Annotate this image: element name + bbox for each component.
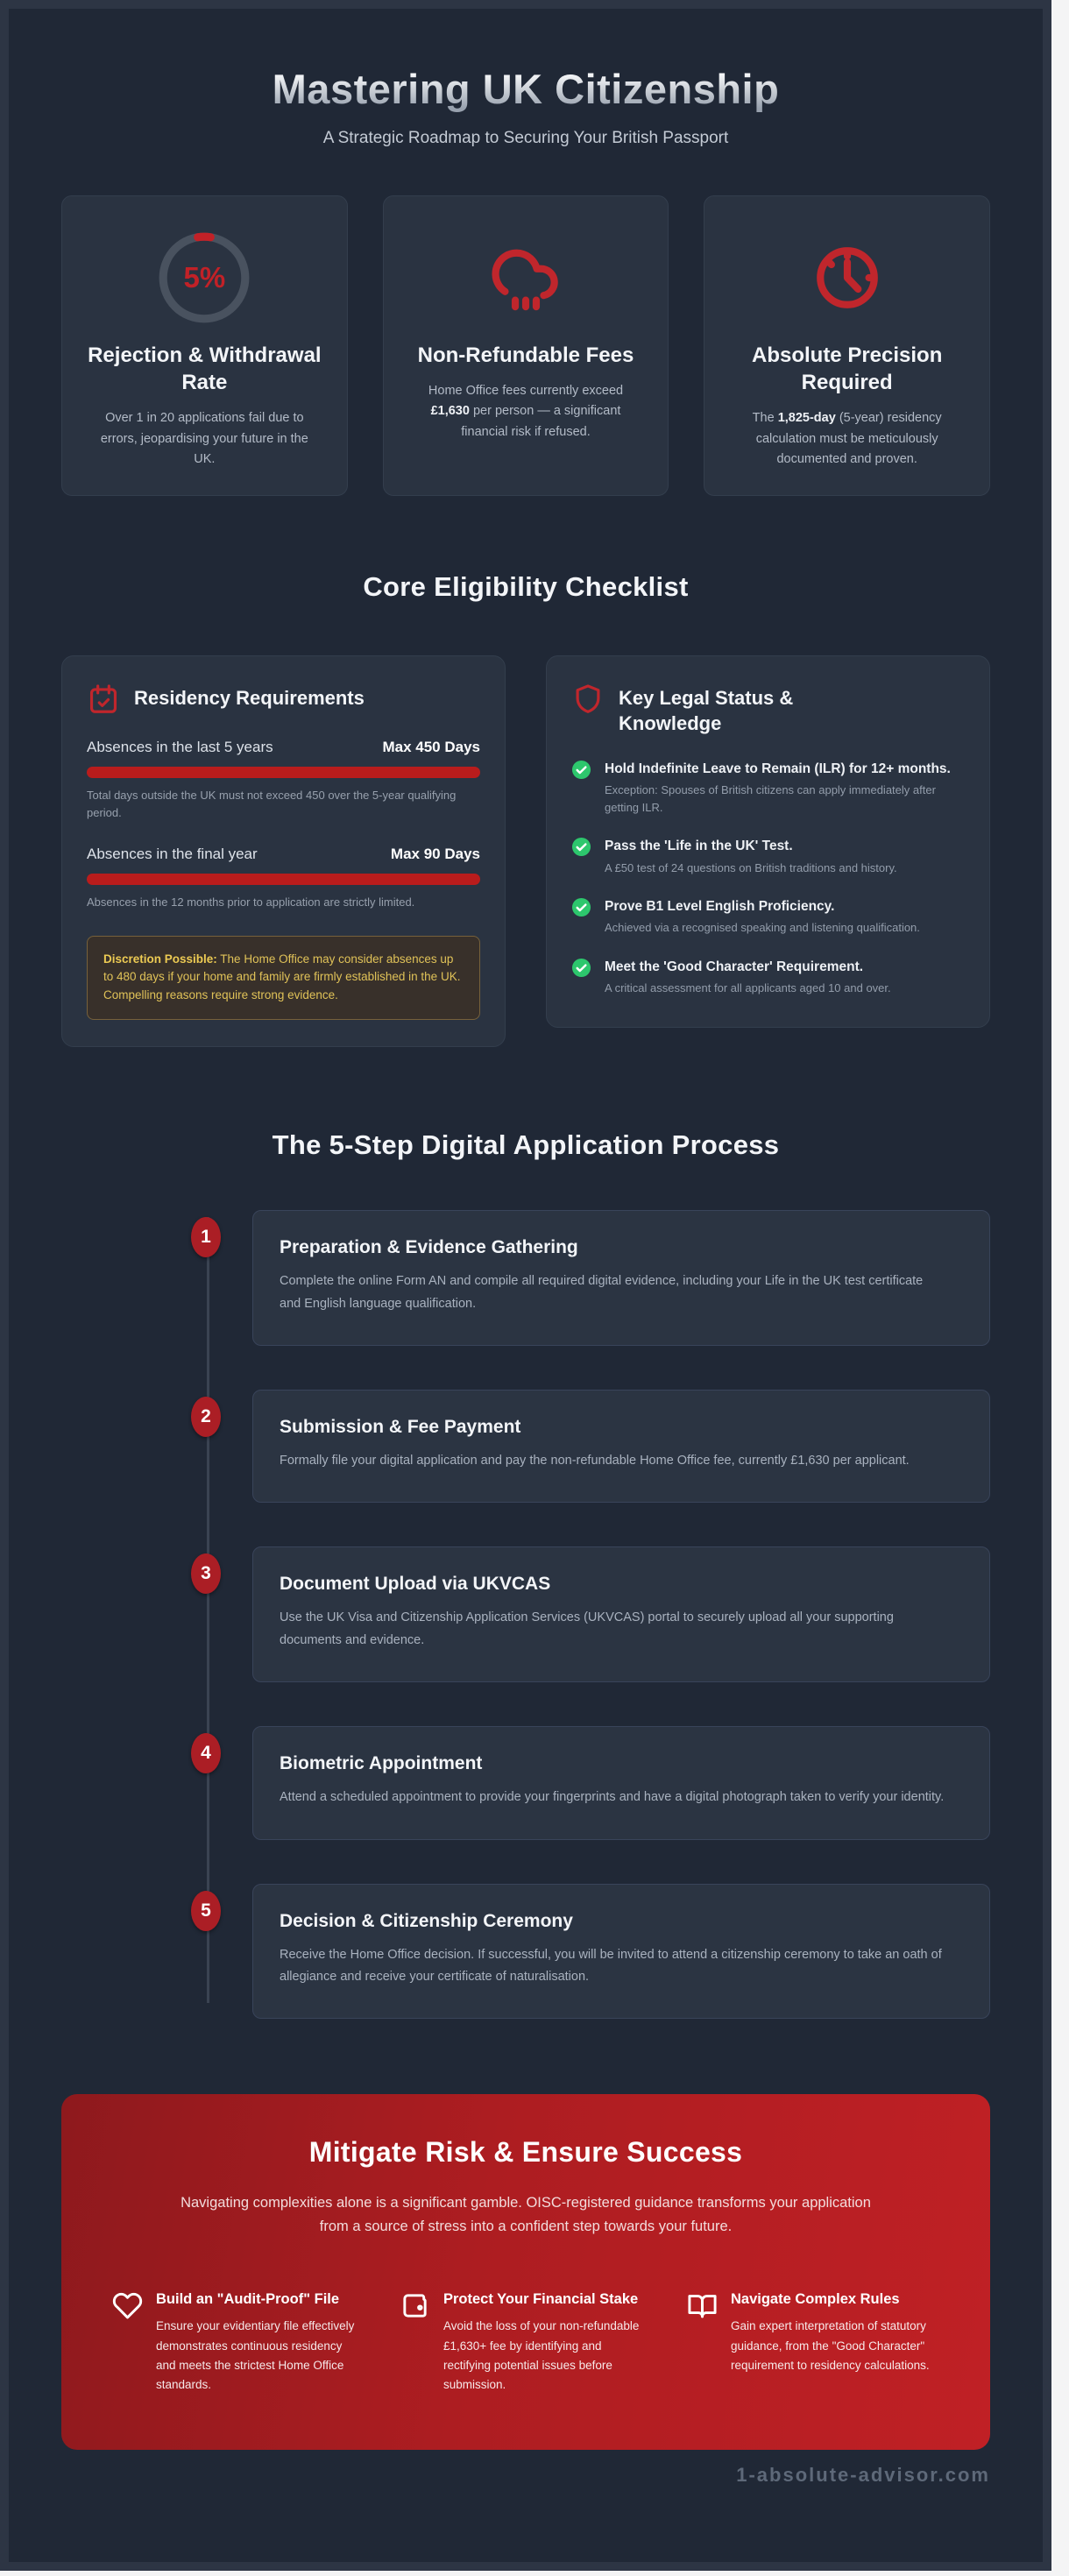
check-circle-icon [571, 958, 591, 978]
step-desc: Receive the Home Office decision. If successful, you will be invited to attend a citizenship ceremony to take an oath of allegiance and receive your certificate of naturalisation. [280, 1947, 942, 1984]
step-number-badge: 4 [191, 1733, 221, 1773]
residency-row-value: Max 90 Days [390, 846, 480, 862]
legal-item-sub: Exception: Spouses of British citizens can apply immediately after getting ILR. [605, 783, 936, 814]
stat-card-precision [704, 195, 990, 496]
process-step-1 [201, 1210, 990, 1346]
page-subtitle: A Strategic Roadmap to Securing Your British Passport [322, 129, 729, 147]
cta-title: Mitigate Risk & Ensure Success [308, 2136, 743, 2169]
step-number-badge: 5 [191, 1891, 221, 1931]
step-title: Preparation & Evidence Gathering [280, 1237, 578, 1258]
cloud-rain-icon [490, 242, 562, 314]
step-title: Document Upload via UKVCAS [280, 1574, 551, 1595]
process-step-5 [201, 1884, 990, 2020]
shield-icon [571, 683, 605, 716]
legal-item-title: Meet the 'Good Character' Requirement. [605, 959, 864, 974]
residency-panel-title: Residency Requirements [134, 687, 365, 709]
legal-item-title: Hold Indefinite Leave to Remain (ILR) for 12+ months. [605, 761, 951, 777]
step-desc: Complete the online Form AN and compile all required digital evidence, including your Life in the UK test certificate and English language qualification. [280, 1274, 924, 1311]
book-open-icon [687, 2290, 718, 2321]
process-step-4 [201, 1726, 990, 1839]
page-title: Mastering UK Citizenship [61, 65, 990, 113]
legal-item-title: Prove B1 Level English Proficiency. [605, 899, 835, 915]
donut-value: 5% [183, 261, 226, 294]
stat-card-title: Non-Refundable Fees [417, 343, 634, 367]
residency-row-5-years [87, 739, 480, 821]
clock-icon [811, 242, 883, 314]
cta-col-title: Build an "Audit-Proof" File [156, 2290, 340, 2307]
legal-item-sub: A critical assessment for all applicants aged 10 and over. [605, 981, 891, 995]
rejection-rate-donut [155, 229, 253, 327]
step-number-badge: 1 [191, 1217, 221, 1257]
check-circle-icon [571, 897, 591, 917]
cta-col-desc: Ensure your evidentiary file effectively demonstrates continuous residency and meets the strictest Home Office standards. [156, 2319, 355, 2392]
legal-item-sub: Achieved via a recognised speaking and listening qualification. [605, 921, 920, 935]
calendar-check-icon [87, 683, 120, 716]
stat-card-desc: Home Office fees currently exceed £1,630 per person — a significant financial risk if refused. [428, 384, 624, 439]
eligibility-panels [61, 655, 990, 1047]
step-card [252, 1726, 990, 1839]
stat-card-desc: Over 1 in 20 applications fail due to errors, jeopardising your future in the UK. [100, 411, 308, 466]
step-desc: Formally file your digital application and pay the non-refundable Home Office fee, currently £1,630 per applicant. [280, 1454, 910, 1468]
residency-panel [61, 655, 506, 1047]
step-title: Biometric Appointment [280, 1753, 483, 1774]
legal-item-sub: A £50 test of 24 questions on British traditions and history. [605, 860, 897, 874]
cta-subtitle: Navigating complexities alone is a significant gamble. OISC-registered guidance transforms your application from a source of stress into a confident step towards your future. [181, 2195, 871, 2235]
cta-col-complex-rules [687, 2289, 939, 2396]
discretion-note-title: Discretion Possible: [103, 952, 217, 966]
step-number-badge: 2 [191, 1397, 221, 1437]
step-card [252, 1390, 990, 1503]
residency-row-label: Absences in the final year [87, 846, 258, 862]
discretion-note [87, 936, 480, 1021]
cta-col-audit-proof [112, 2289, 365, 2396]
stat-card-title: Rejection & Withdrawal Rate [88, 343, 322, 395]
cta-col-desc: Gain expert interpretation of statutory guidance, from the "Good Character" requirement to residency calculations. [731, 2319, 930, 2372]
wallet-icon [400, 2290, 430, 2321]
header [61, 9, 990, 148]
heart-icon [112, 2290, 143, 2321]
residency-row-value: Max 450 Days [382, 739, 480, 755]
legal-item-good-character [571, 957, 965, 997]
eligibility-section-title: Core Eligibility Checklist [363, 571, 689, 602]
timeline-line [207, 1217, 209, 2003]
check-circle-icon [571, 760, 591, 780]
residency-row-desc: Absences in the 12 months prior to application are strictly limited. [87, 895, 415, 909]
process-steps [61, 1210, 990, 2019]
residency-progress-bar [87, 874, 480, 885]
stat-card-title: Absolute Precision Required [751, 343, 943, 395]
process-step-3 [201, 1546, 990, 1682]
residency-row-final-year [87, 846, 480, 911]
cta-col-desc: Avoid the loss of your non-refundable £1,630+ fee by identifying and rectifying potential issues before submission. [443, 2319, 640, 2392]
legal-item-ilr [571, 759, 965, 816]
legal-status-panel [546, 655, 990, 1028]
process-section-title: The 5-Step Digital Application Process [272, 1129, 780, 1161]
step-desc: Use the UK Visa and Citizenship Application Services (UKVCAS) portal to securely upload all your supporting documents and evidence. [280, 1610, 894, 1647]
cta-columns [112, 2289, 939, 2396]
stat-card-fees [383, 195, 669, 496]
cta-col-title: Protect Your Financial Stake [443, 2290, 639, 2307]
step-card [252, 1884, 990, 2020]
site-watermark: 1-absolute-advisor.com [736, 2463, 990, 2486]
step-card [252, 1210, 990, 1346]
residency-row-desc: Total days outside the UK must not exceed 450 over the 5-year qualifying period. [87, 789, 457, 819]
step-title: Decision & Citizenship Ceremony [280, 1910, 573, 1931]
step-title: Submission & Fee Payment [280, 1417, 521, 1438]
cta-col-financial-stake [400, 2289, 652, 2396]
cta-col-title: Navigate Complex Rules [731, 2290, 900, 2307]
stat-card-row [61, 195, 990, 496]
legal-panel-title: Key Legal Status & Knowledge [619, 687, 794, 734]
step-number-badge: 3 [191, 1553, 221, 1594]
discretion-note-body: The Home Office may consider absences up to 480 days if your home and family are firmly established in the UK. Compelling reasons require strong evidence. [103, 952, 461, 1002]
residency-row-label: Absences in the last 5 years [87, 739, 273, 755]
step-card [252, 1546, 990, 1682]
step-desc: Attend a scheduled appointment to provide your fingerprints and have a digital photograph taken to verify your identity. [280, 1790, 945, 1805]
stat-card-rejection-rate [61, 195, 348, 496]
legal-item-english [571, 896, 965, 937]
process-step-2 [201, 1390, 990, 1503]
stat-card-desc: The 1,825-day (5-year) residency calculation must be meticulously documented and proven. [752, 411, 942, 466]
check-circle-icon [571, 837, 591, 857]
residency-progress-bar [87, 767, 480, 778]
legal-item-title: Pass the 'Life in the UK' Test. [605, 839, 793, 854]
cta-section [61, 2094, 990, 2449]
legal-item-life-in-uk [571, 836, 965, 876]
